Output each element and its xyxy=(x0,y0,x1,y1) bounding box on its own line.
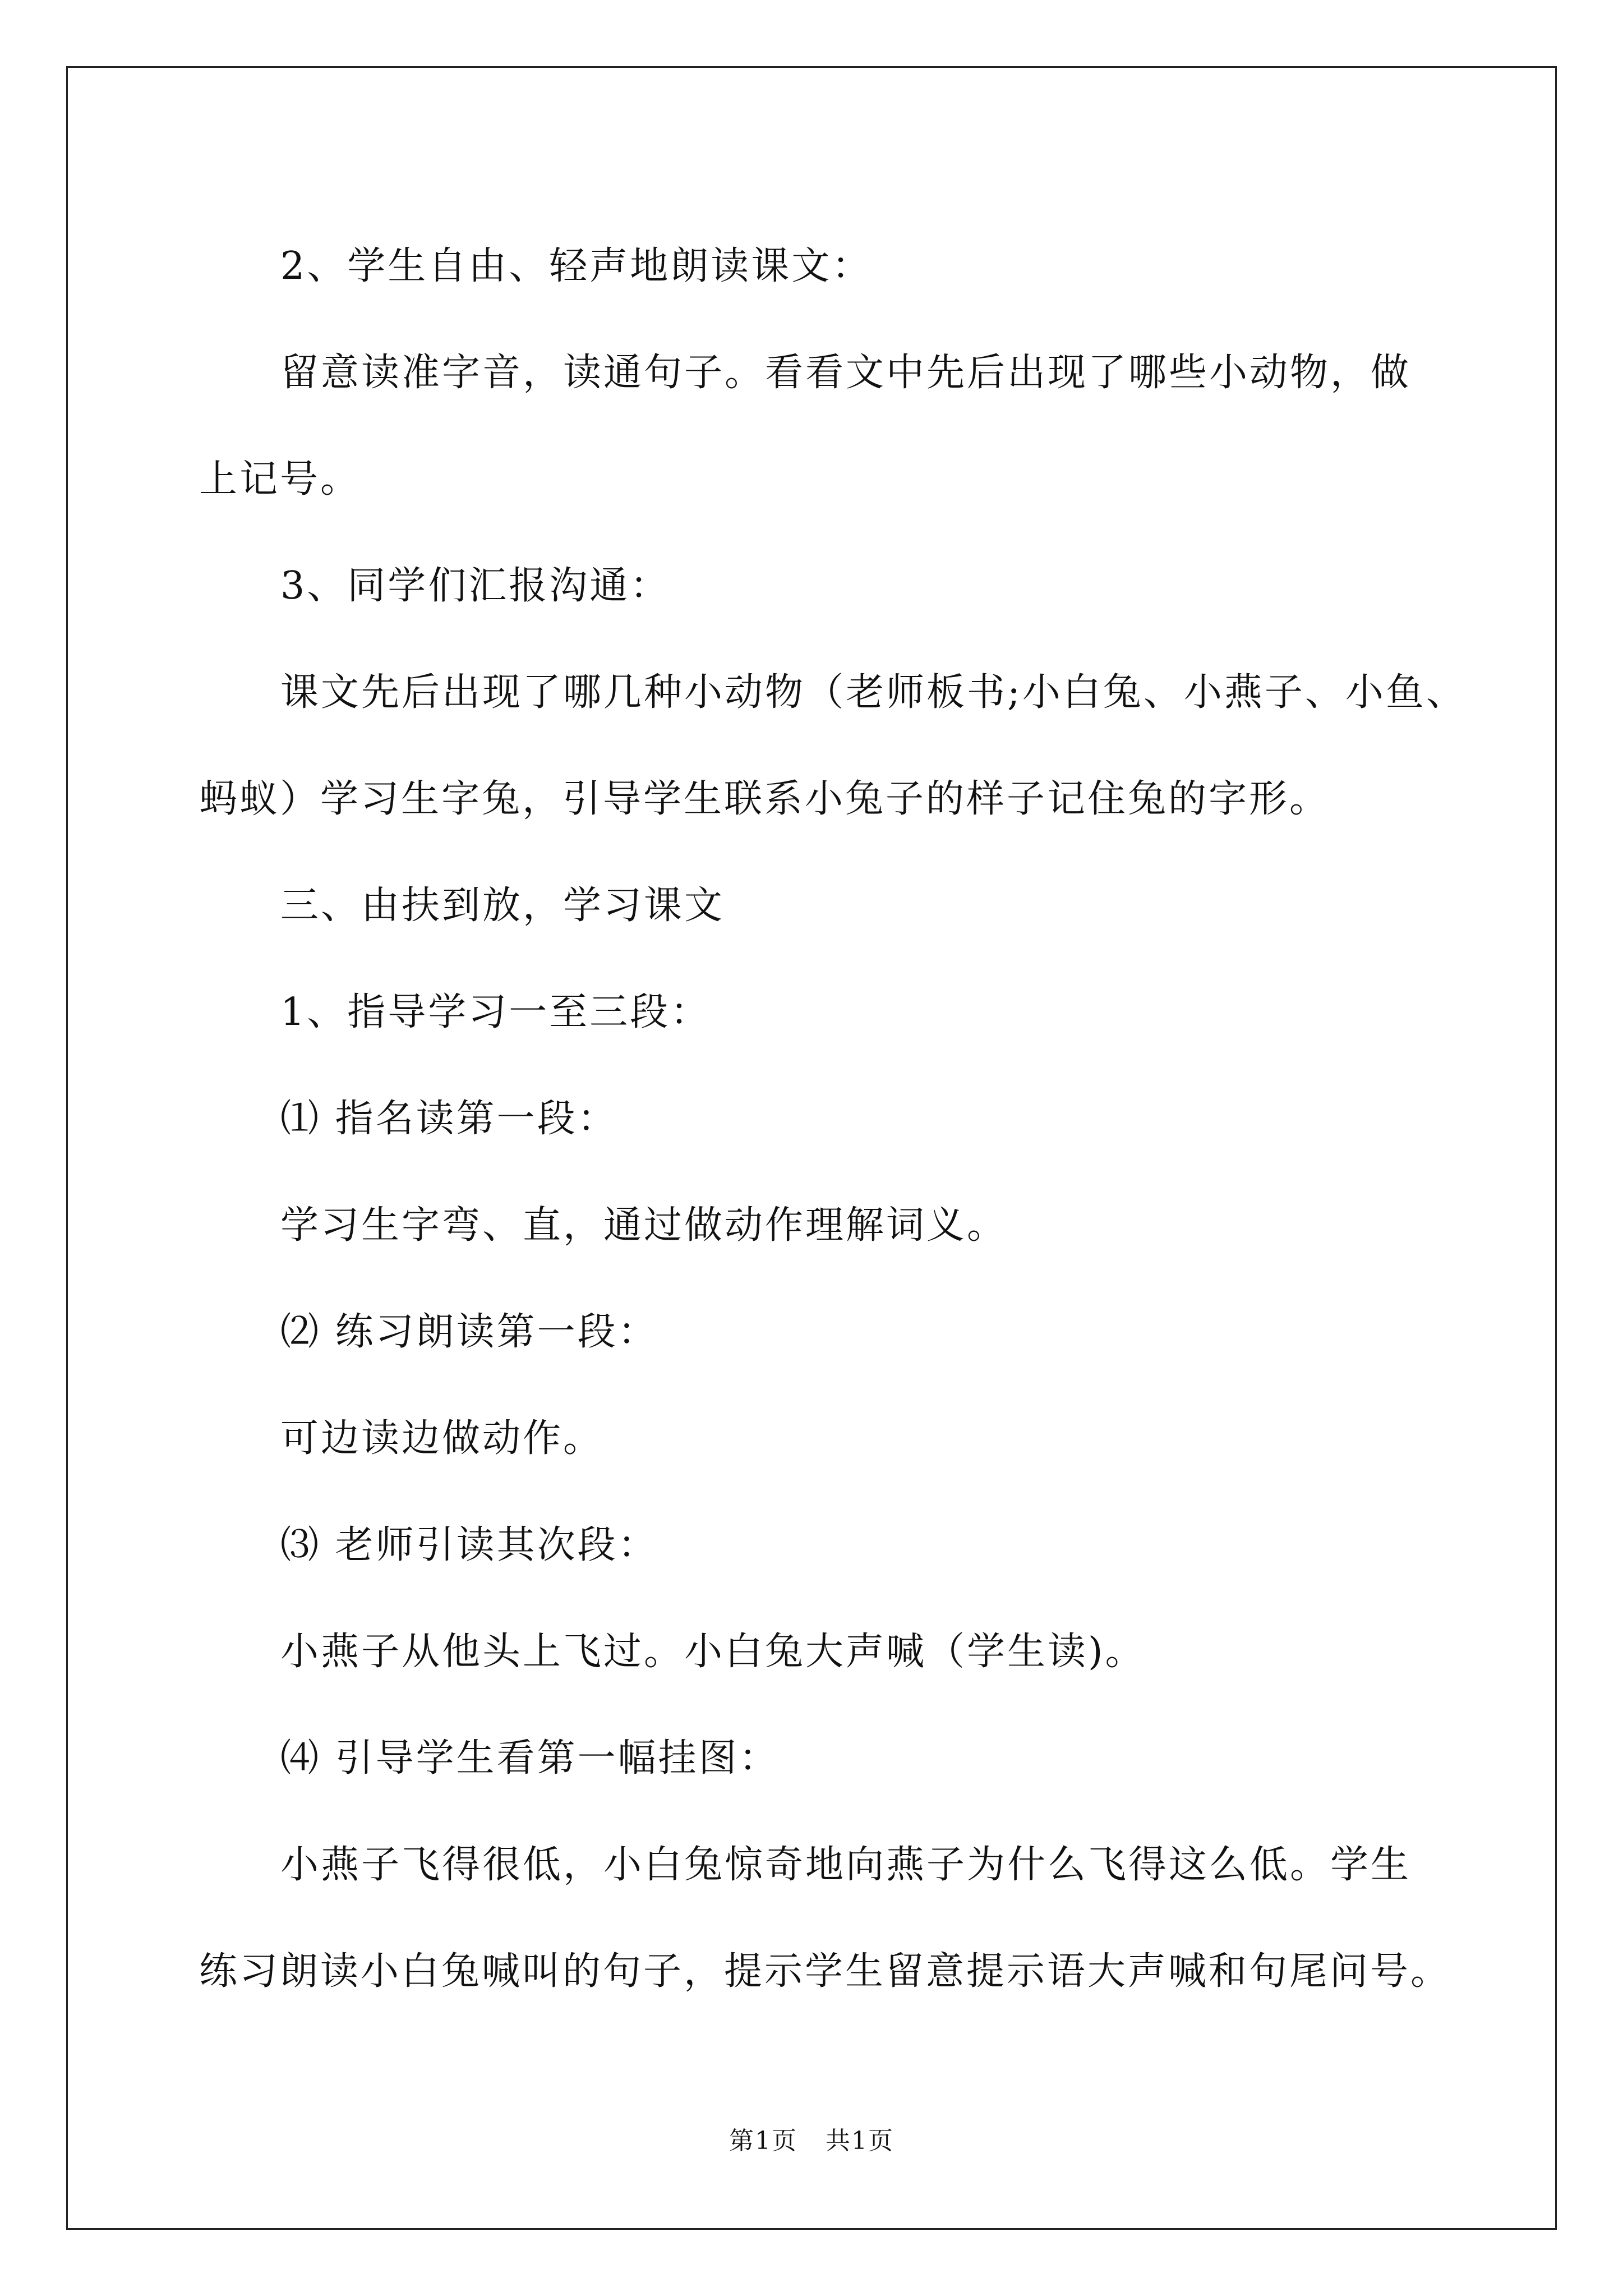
paragraph: 蚂蚁）学习生字兔，引导学生联系小兔子的样子记住兔的字形。 xyxy=(199,777,1330,821)
paragraph: ⑷ 引导学生看第一幅挂图： xyxy=(280,1736,780,1780)
page-number: 第1页 xyxy=(729,2127,797,2155)
paragraph: 2、学生自由、轻声地朗读课文： xyxy=(280,244,873,288)
paragraph: 小燕子从他头上飞过。小白兔大声喊（学生读)。 xyxy=(280,1630,1146,1674)
paragraph: 可边读边做动作。 xyxy=(280,1416,604,1461)
paragraph: ⑵ 练习朗读第一段： xyxy=(280,1310,658,1354)
paragraph: ⑴ 指名读第一段： xyxy=(280,1097,618,1141)
paragraph: 练习朗读小白兔喊叫的句子，提示学生留意提示语大声喊和句尾问号。 xyxy=(199,1949,1451,1994)
paragraph: 课文先后出现了哪几种小动物（老师板书;小白兔、小燕子、小鱼、 xyxy=(280,670,1467,715)
paragraph: 上记号。 xyxy=(199,457,361,501)
paragraph: ⑶ 老师引读其次段： xyxy=(280,1523,658,1567)
document-body xyxy=(199,213,1467,2025)
paragraph: 1、指导学习一至三段： xyxy=(280,990,711,1034)
paragraph: 学习生字弯、直，通过做动作理解词义。 xyxy=(280,1203,1008,1248)
paragraph: 留意读准字音，读通句子。看看文中先后出现了哪些小动物，做 xyxy=(280,351,1412,395)
paragraph: 小燕子飞得很低，小白兔惊奇地向燕子为什么飞得这么低。学生 xyxy=(280,1843,1412,1887)
page-footer xyxy=(0,2120,1623,2156)
paragraph: 3、同学们汇报沟通： xyxy=(280,564,671,608)
page-total: 共1页 xyxy=(826,2127,894,2155)
section-heading: 三、由扶到放，学习课文 xyxy=(280,884,725,928)
